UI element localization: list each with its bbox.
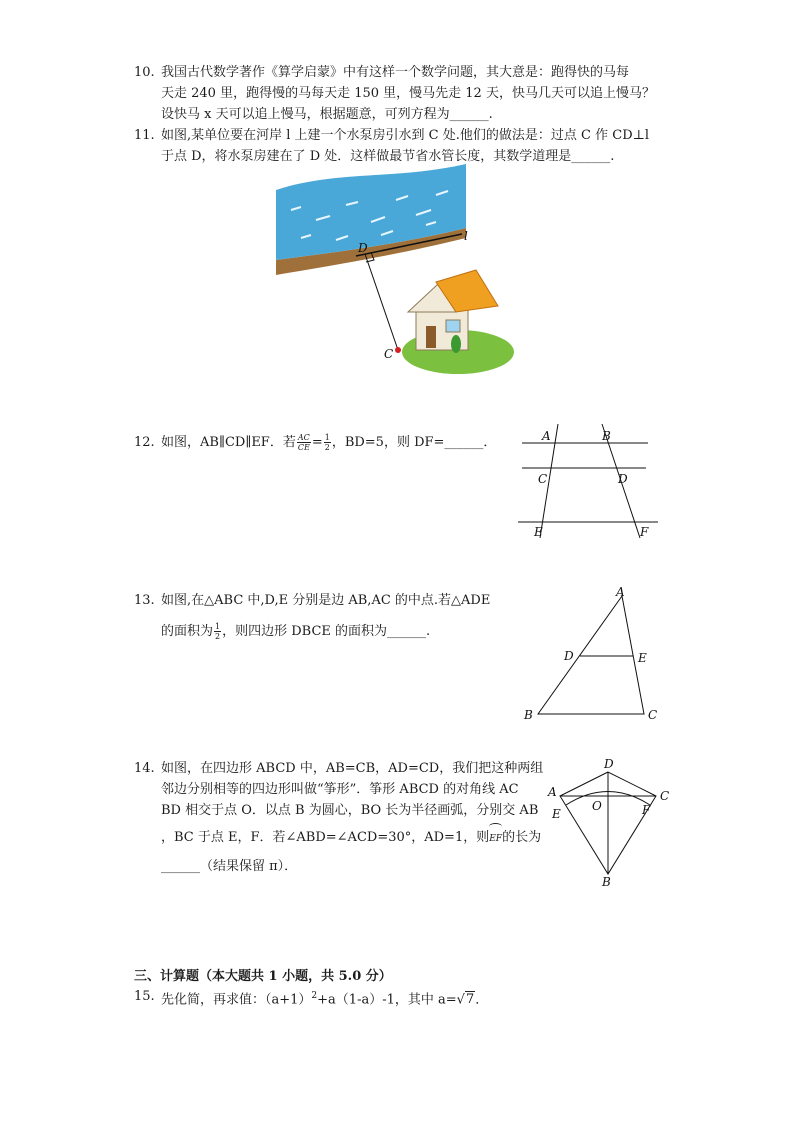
question-text-line: BD 相交于点 O．以点 B 为圆心，BO 长为半径画弧，分别交 AB xyxy=(161,803,539,818)
question-text-line: 如图，在四边形 ABCD 中，AB=CB，AD=CD，我们把这种两组 xyxy=(161,761,544,776)
sqrt-symbol: √ xyxy=(456,992,465,1008)
segment-cd xyxy=(365,254,398,350)
sqrt-radicand: 7 xyxy=(465,992,475,1008)
label-e: E xyxy=(552,807,561,821)
question-10 xyxy=(134,62,655,125)
question-number: 11. xyxy=(134,128,155,143)
question-text: ，BC 于点 E，F．若∠ABD=∠ACD=30°，AD=1，则 xyxy=(161,830,490,845)
parallel-lines-figure xyxy=(514,420,664,545)
question-text: +a（1-a）-1，其中 a= xyxy=(317,992,457,1008)
question-number: 10. xyxy=(134,65,155,80)
question-number: 14. xyxy=(134,761,155,776)
question-text: ，则四边形 DBCE 的面积为______. xyxy=(222,624,431,639)
label-l: l xyxy=(464,229,468,243)
question-text-line: 如图,在△ABC 中,D,E 分别是边 AB,AC 的中点.若△ADE xyxy=(161,593,491,608)
triangle-abc xyxy=(538,596,644,714)
label-d: D xyxy=(358,241,368,255)
label-o: O xyxy=(592,799,602,813)
house-door xyxy=(426,326,436,348)
label-e: E xyxy=(638,651,647,665)
kite-figure xyxy=(544,752,694,888)
section-heading: 三、计算题（本大题共 1 小题，共 5.0 分） xyxy=(134,969,392,984)
label-f: F xyxy=(642,803,651,817)
fraction: $\frac{1}{2}$ xyxy=(215,622,221,641)
question-text-line: 如图,某单位要在河岸 l 上建一个水泵房引水到 C 处.他们的做法是：过点 C 作 CD⊥l xyxy=(161,128,649,143)
label-f: F xyxy=(640,525,649,539)
question-text-line: ______（结果保留 π）． xyxy=(161,859,298,874)
label-a: A xyxy=(542,429,551,443)
question-text: 如图，AB∥CD∥EF．若 xyxy=(161,435,296,450)
exponent: 2 xyxy=(311,991,318,1001)
label-d: D xyxy=(564,649,574,663)
question-number: 13. xyxy=(134,593,155,608)
label-e: E xyxy=(534,525,543,539)
question-12: 12. 如图，AB∥CD∥EF．若 $\frac{AC}{CE}$ = $\frac{1}{2}$ ，BD=5，则 DF=______． xyxy=(134,433,497,452)
question-text-line: 邻边分别相等的四边形叫做“筝形”．筝形 ABCD 的对角线 AC xyxy=(161,782,519,797)
label-d: D xyxy=(618,472,628,486)
question-number: 15. xyxy=(134,989,155,1004)
fraction: $\frac{1}{2}$ xyxy=(324,433,330,452)
fraction: $\frac{AC}{CE}$ xyxy=(297,433,310,452)
question-number: 12. xyxy=(134,435,155,450)
label-a: A xyxy=(548,785,557,799)
question-text-line: 我国古代数学著作《算学启蒙》中有这样一个数学问题，其大意是：跑得快的马每 xyxy=(161,65,630,80)
river-pump-figure xyxy=(276,160,516,378)
label-c: C xyxy=(384,347,394,361)
question-text-line: 天走 240 里，跑得慢的马每天走 150 里，慢马先走 12 天，快马几天可以追上慢马？ xyxy=(161,86,655,101)
question-14 xyxy=(134,758,543,877)
question-text: 的长为 xyxy=(502,830,542,845)
tree xyxy=(451,335,461,353)
river-water xyxy=(276,164,466,260)
house-window xyxy=(446,320,460,332)
question-text-line: 于点 D，将水泵房建在了 D 处．这样做最节省水管长度，其数学道理是______. xyxy=(161,149,615,164)
label-b: B xyxy=(524,708,533,722)
question-text-line: 设快马 x 天可以追上慢马，根据题意，可列方程为______. xyxy=(161,107,493,122)
question-text: 的面积为 xyxy=(161,624,214,639)
label-d: D xyxy=(604,757,614,771)
label-b: B xyxy=(602,429,611,443)
label-a: A xyxy=(616,585,625,599)
question-13 xyxy=(134,590,490,642)
label-c: C xyxy=(660,789,670,803)
question-15: 15. 先化简，再求值：$(a+1)^2+a(1-a)-1$，其中 a=√7． xyxy=(134,986,488,1010)
question-text: ，BD=5，则 DF=______． xyxy=(331,435,497,450)
label-b: B xyxy=(602,875,611,888)
arc-ef-notation: EF xyxy=(489,829,502,850)
label-c: C xyxy=(538,472,548,486)
question-text: 先化简，再求值：（a+1） xyxy=(161,992,312,1008)
label-c: C xyxy=(648,708,658,722)
triangle-midline-figure xyxy=(520,584,666,724)
point-c xyxy=(395,347,401,353)
